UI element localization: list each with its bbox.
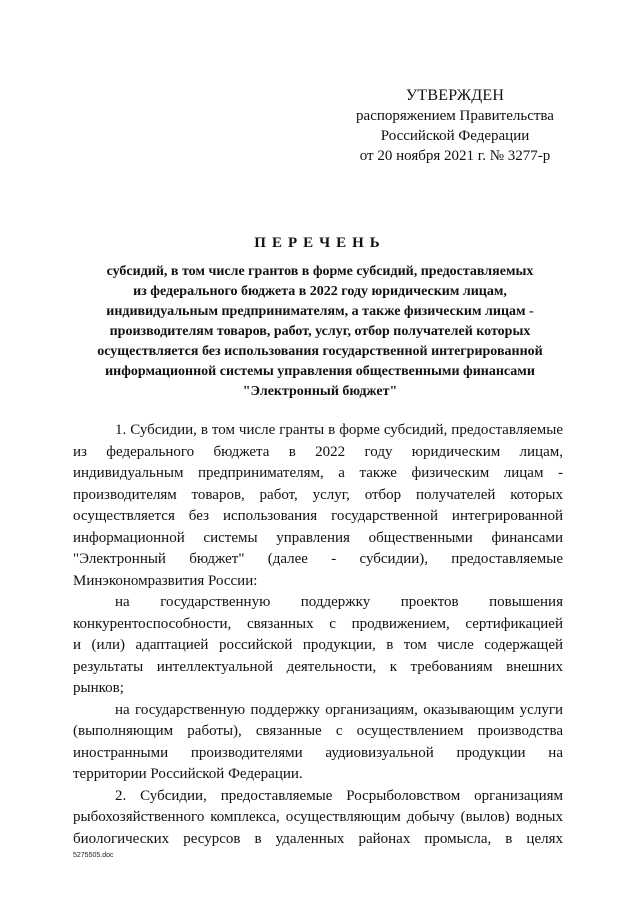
body-line: индивидуальным предпринимателям, а также физическим лицам - [73,465,563,481]
document-title: ПЕРЕЧЕНЬ [254,235,386,251]
body-line: рыбохозяйственного комплекса, осуществляющим добычу (вылов) водных [73,809,563,825]
body-line: 2. Субсидии, предоставляемые Росрыболовством организациям [115,787,563,804]
subtitle-line: осуществляется без использования государственной интегрированной [97,344,543,359]
body-line: территории Российской Федерации. [73,766,303,782]
body-line: биологических ресурсов в удаленных районах промысла, в целях [73,830,563,847]
body-line: производителям товаров, работ, услуг, отбор получателей которых [73,486,563,503]
body-line: 1. Субсидии, в том числе гранты в форме субсидий, предоставляемые [115,422,563,438]
subtitle-line: субсидий, в том числе грантов в форме субсидий, предоставляемых [106,264,534,279]
body-line: "Электронный бюджет" (далее - субсидии), предоставляемые [73,551,563,567]
approval-line-1: распоряжением Правительства [356,108,554,124]
body-line: на государственную поддержку проектов повышения [115,594,563,610]
approval-heading: УТВЕРЖДЕН [405,87,505,104]
body-line: информационной системы управления общественными финансами [73,529,563,546]
body-line: Минэкономразвития России: [73,572,258,589]
body-line: результаты интеллектуальной деятельности, к требованиям внешних [73,658,563,675]
subtitle-line: производителям товаров, работ, услуг, отбор получателей которых [109,324,531,339]
body-line: иностранными производителями аудиовизуальной продукции на [73,744,563,761]
body-line: из федерального бюджета в 2022 году юридическим лицам, [73,443,563,460]
body-line: и (или) адаптацией российской продукции, в том числе содержащей [73,637,563,653]
body-line: рынков; [73,680,124,696]
approval-stamp-block [340,86,570,166]
approval-line-2: Российской Федерации [380,128,530,144]
subtitle-line: из федерального бюджета в 2022 году юридическим лицам, [133,284,507,299]
subtitle-line: информационной системы управления общественными финансами [105,364,535,379]
document-body [73,420,563,850]
body-line: осуществляется без использования государственной интегрированной [73,508,563,524]
body-line: (выполняющим работы), связанные с осуществлением производства [73,723,563,739]
file-reference-footer: 5275505.doc [73,852,114,859]
body-line: конкурентоспособности, связанных с продвижением, сертификацией [73,615,563,632]
document-subtitle [60,262,580,402]
approval-line-3: от 20 ноября 2021 г. № 3277-р [359,148,551,164]
subtitle-line: "Электронный бюджет" [242,384,398,399]
subtitle-line: индивидуальным предпринимателям, а также физическим лицам - [106,304,534,319]
body-line: на государственную поддержку организациям, оказывающим услуги [115,701,563,718]
